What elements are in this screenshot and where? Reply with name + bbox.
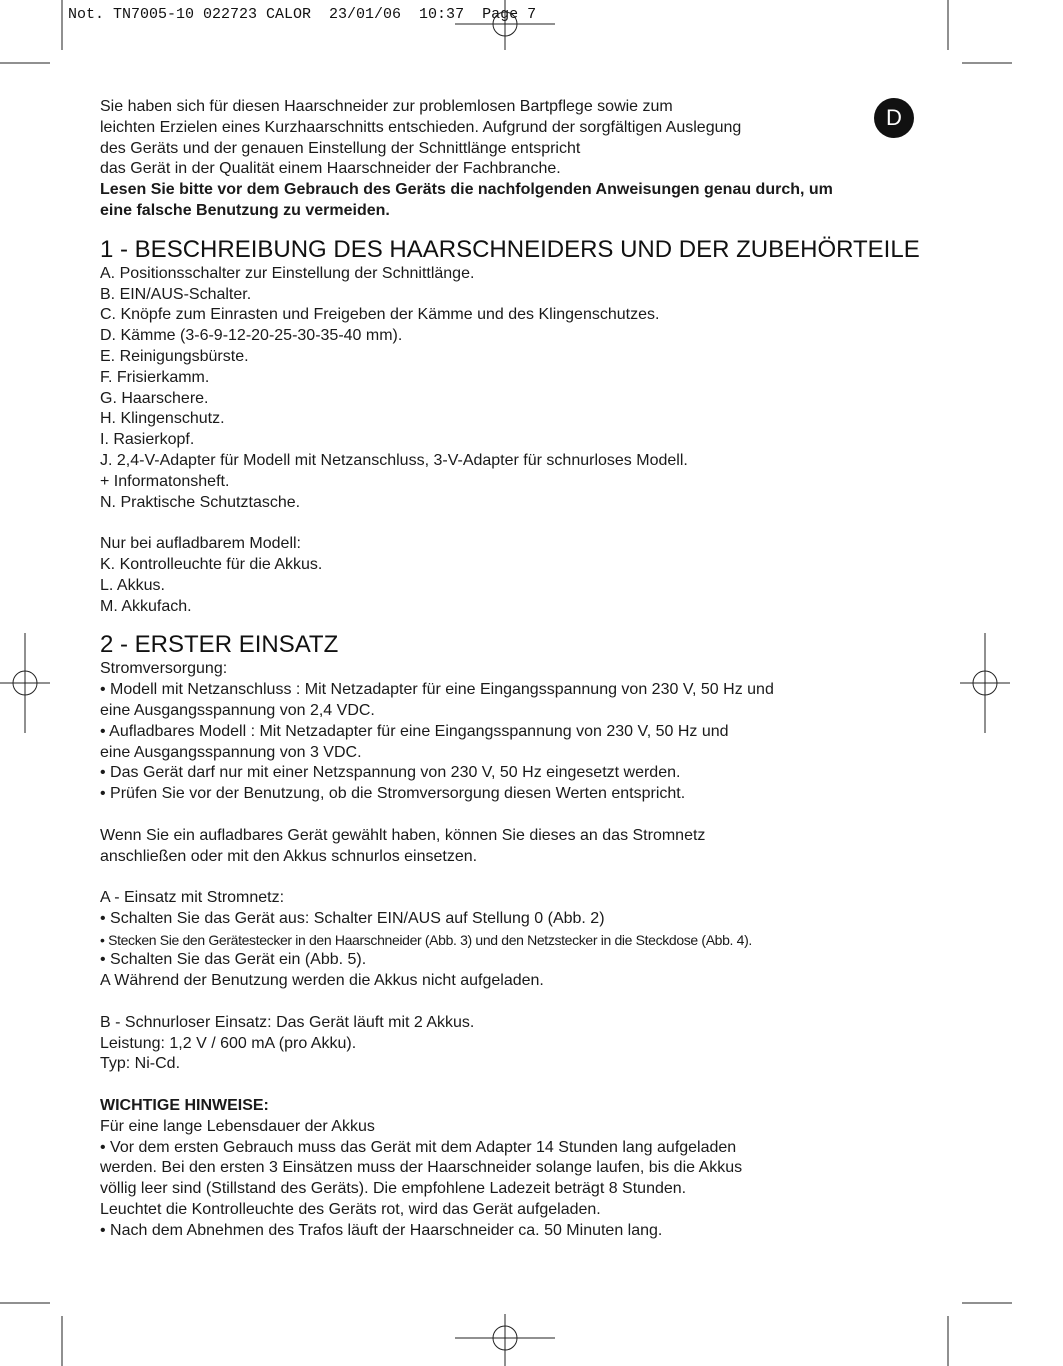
registration-mark-left <box>0 633 50 733</box>
mains-step: • Stecken Sie den Gerätestecker in den Haarschneider (Abb. 3) und den Netzstecker in die Steckdose (Abb. 4). <box>100 931 752 948</box>
intro-warning-line: eine falsche Benutzung zu vermeiden. <box>100 201 390 219</box>
parts-list-item: H. Klingenschutz. <box>100 410 225 428</box>
intro-warning-line: Lesen Sie bitte vor dem Gebrauch des Geräts die nachfolgenden Anweisungen genau durch, um <box>100 181 833 199</box>
rechargeable-parts-item: M. Akkufach. <box>100 597 192 615</box>
page-content <box>100 97 930 1242</box>
important-line: • Nach dem Abnehmen des Trafos läuft der Haarschneider ca. 50 Minuten lang. <box>100 1221 663 1239</box>
registration-mark-bottom <box>455 1314 555 1366</box>
rechargeable-parts-item: L. Akkus. <box>100 576 165 594</box>
rechargeable-heading: Nur bei aufladbarem Modell: <box>100 535 301 553</box>
intro-line: des Geräts und der genauen Einstellung der Schnittlänge entspricht <box>100 139 581 157</box>
important-line: völlig leer sind (Stillstand des Geräts). Die empfohlene Ladezeit beträgt 8 Stunden. <box>100 1180 687 1198</box>
power-heading: Stromversorgung: <box>100 660 228 678</box>
parts-list-item: F. Frisierkamm. <box>100 368 210 386</box>
registration-mark-top <box>455 0 555 50</box>
power-line: • Das Gerät darf nur mit einer Netzspannung von 230 V, 50 Hz eingesetzt werden. <box>100 764 681 782</box>
cordless-line: B - Schnurloser Einsatz: Das Gerät läuft mit 2 Akkus. <box>100 1013 475 1031</box>
power-line: • Aufladbares Modell : Mit Netzadapter für eine Eingangsspannung von 230 V, 50 Hz und <box>100 722 729 740</box>
parts-list-item: C. Knöpfe zum Einrasten und Freigeben der Kämme und des Klingenschutzes. <box>100 306 660 324</box>
parts-list-item: + Informatonsheft. <box>100 472 230 490</box>
intro-line: das Gerät in der Qualität einem Haarschneider der Fachbranche. <box>100 160 561 178</box>
parts-list <box>100 264 930 514</box>
cordless-note-line: anschließen oder mit den Akkus schnurlos einsetzen. <box>100 847 478 865</box>
language-badge: D <box>874 98 914 138</box>
important-line: • Vor dem ersten Gebrauch muss das Gerät mit dem Adapter 14 Stunden lang aufgeladen <box>100 1138 737 1156</box>
parts-list-item: E. Reinigungsbürste. <box>100 347 249 365</box>
mains-note: A Während der Benutzung werden die Akkus nicht aufgeladen. <box>100 972 544 990</box>
mains-heading: A - Einsatz mit Stromnetz: <box>100 889 285 907</box>
parts-list-item: D. Kämme (3-6-9-12-20-25-30-35-40 mm). <box>100 327 403 345</box>
section-2-title: 2 - ERSTER EINSATZ <box>100 631 339 659</box>
power-line: eine Ausgangsspannung von 2,4 VDC. <box>100 701 375 719</box>
cordless-note-line: Wenn Sie ein aufladbares Gerät gewählt haben, können Sie dieses an das Stromnetz <box>100 826 706 844</box>
parts-list-item: I. Rasierkopf. <box>100 431 195 449</box>
important-line: Für eine lange Lebensdauer der Akkus <box>100 1117 375 1135</box>
intro-paragraph <box>100 97 865 180</box>
intro-line: Sie haben sich für diesen Haarschneider zur problemlosen Bartpflege sowie zum <box>100 98 673 115</box>
print-slug: Not. TN7005-10 022723 CALOR 23/01/06 10:37 Page 7 <box>68 6 537 23</box>
registration-mark-right <box>960 633 1010 733</box>
mains-step: • Schalten Sie das Gerät aus: Schalter EIN/AUS auf Stellung 0 (Abb. 2) <box>100 909 605 927</box>
cordless-line: Typ: Ni-Cd. <box>100 1055 181 1073</box>
section-1-title: 1 - BESCHREIBUNG DES HAARSCHNEIDERS UND DER ZUBEHÖRTEILE <box>100 235 920 263</box>
parts-list-item: A. Positionsschalter zur Einstellung der Schnittlänge. <box>100 264 475 282</box>
rechargeable-parts-item: K. Kontrolleuchte für die Akkus. <box>100 555 323 573</box>
parts-list-item: B. EIN/AUS-Schalter. <box>100 285 252 303</box>
power-line: • Modell mit Netzanschluss : Mit Netzadapter für eine Eingangsspannung von 230 V, 50 Hz und <box>100 681 774 699</box>
parts-list-item: G. Haarschere. <box>100 389 209 407</box>
parts-list-item: N. Praktische Schutztasche. <box>100 493 301 511</box>
important-line: werden. Bei den ersten 3 Einsätzen muss der Haarschneider solange laufen, bis die Akkus <box>100 1159 743 1177</box>
power-line: • Prüfen Sie vor der Benutzung, ob die Stromversorgung diesen Werten entspricht. <box>100 785 686 803</box>
power-line: eine Ausgangsspannung von 3 VDC. <box>100 743 362 761</box>
cordless-line: Leistung: 1,2 V / 600 mA (pro Akku). <box>100 1034 357 1052</box>
parts-list-item: J. 2,4-V-Adapter für Modell mit Netzanschluss, 3-V-Adapter für schnurloses Modell. <box>100 451 688 469</box>
important-heading: WICHTIGE HINWEISE: <box>100 1097 269 1115</box>
rechargeable-parts-list <box>100 555 930 617</box>
intro-line: leichten Erzielen eines Kurzhaarschnitts entschieden. Aufgrund der sorgfältigen Auslegung <box>100 118 742 136</box>
mains-step: • Schalten Sie das Gerät ein (Abb. 5). <box>100 951 367 969</box>
important-line: Leuchtet die Kontrolleuchte des Geräts rot, wird das Gerät aufgeladen. <box>100 1201 601 1219</box>
